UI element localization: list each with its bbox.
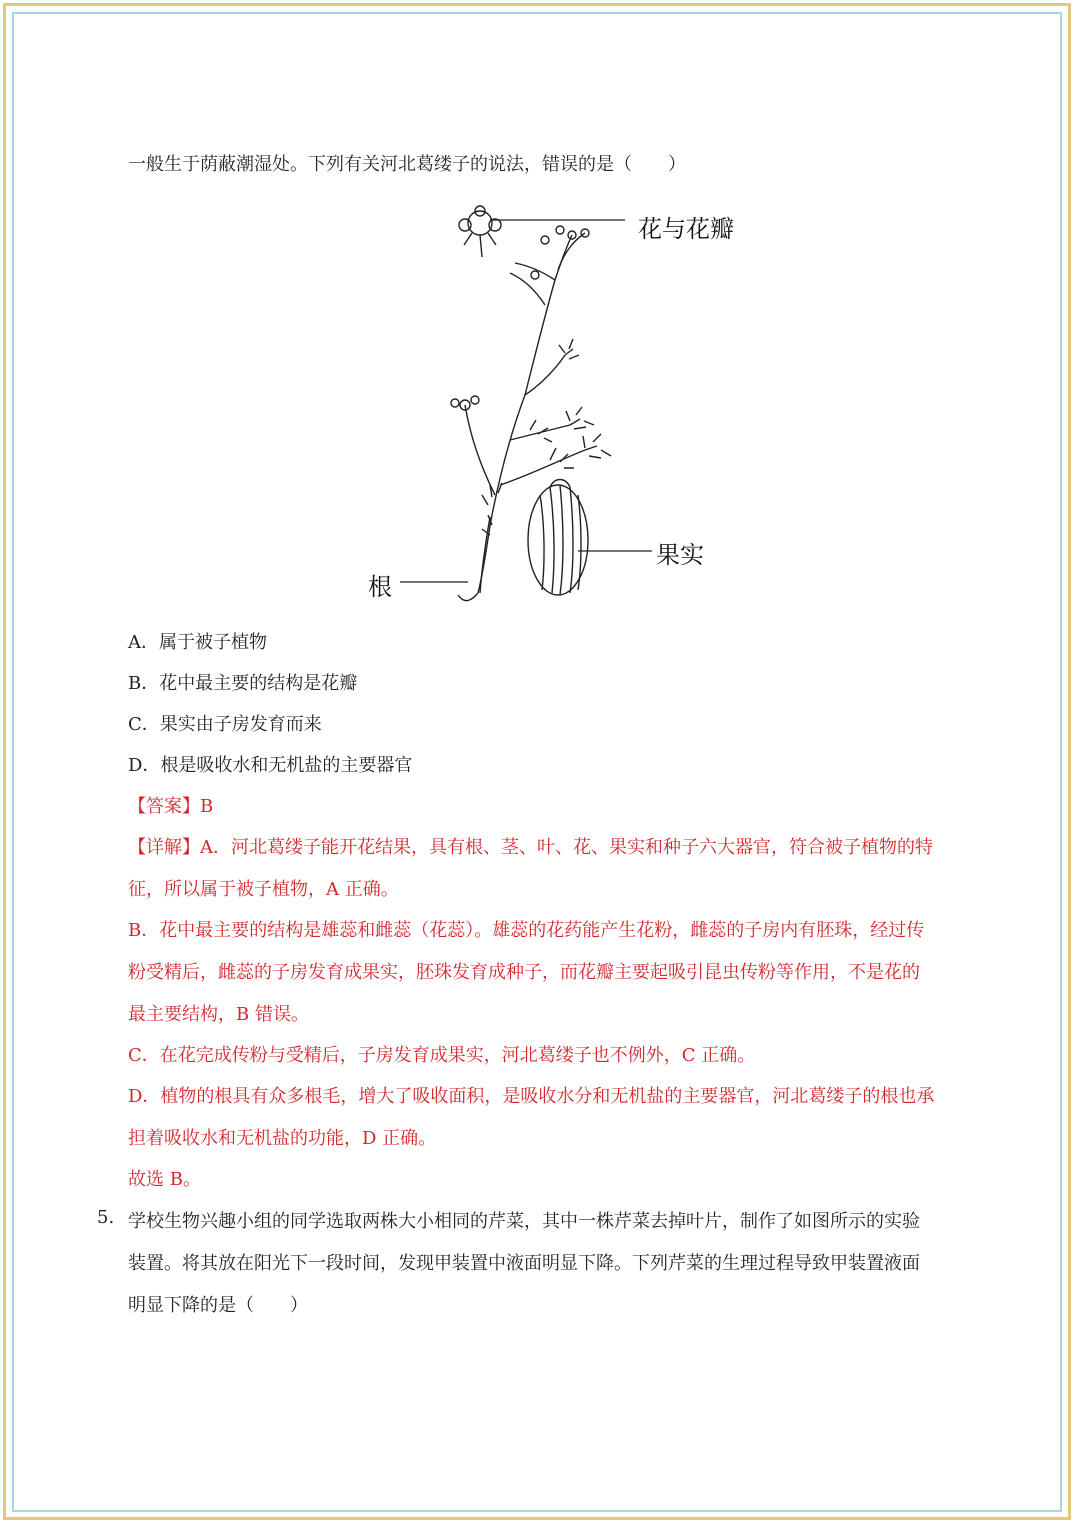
explanation-line: 【详解】A．河北葛缕子能开花结果，具有根、茎、叶、花、果实和种子六大器官，符合被子植物的特 [128, 837, 933, 858]
question-number: 5. [97, 1207, 115, 1228]
option-letter: A． [128, 632, 159, 653]
flower-label: 花与花瓣 [638, 215, 734, 243]
option-text: 根是吸收水和无机盐的主要器官 [160, 755, 413, 776]
option-c [128, 710, 322, 736]
option-text: 花中最主要的结构是花瓣 [159, 673, 358, 694]
option-letter: D． [128, 755, 161, 776]
question-text-line: 装置。将其放在阳光下一段时间，发现甲装置中液面明显下降。下列芹菜的生理过程导致甲装置液面 [128, 1253, 920, 1274]
question-text-line: 明显下降的是（ ） [128, 1295, 308, 1316]
question-text-line: 学校生物兴趣小组的同学选取两株大小相同的芹菜，其中一株芹菜去掉叶片，制作了如图所示的实验 [128, 1211, 920, 1232]
plant-figure [360, 195, 780, 615]
option-text: 属于被子植物 [159, 632, 267, 653]
option-text: 果实由子房发育而来 [159, 714, 322, 735]
option-letter: B． [128, 673, 160, 694]
plant-illustration [360, 195, 780, 615]
fruit-label: 果实 [656, 541, 704, 569]
answer-line: 【答案】B [128, 796, 214, 817]
explanation-line: 征，所以属于被子植物，A 正确。 [128, 879, 399, 900]
option-a [128, 628, 267, 654]
explanation-line: D．植物的根具有众多根毛，增大了吸收面积，是吸收水分和无机盐的主要器官，河北葛缕子的根也承 [128, 1086, 935, 1107]
explanation-line: 最主要结构，B 错误。 [128, 1004, 309, 1025]
explanation-line: 故选 B。 [128, 1169, 201, 1190]
option-d [128, 751, 412, 777]
explanation-line: 担着吸收水和无机盐的功能，D 正确。 [128, 1128, 437, 1149]
explanation-line: B．花中最主要的结构是雄蕊和雌蕊（花蕊）。雄蕊的花药能产生花粉，雌蕊的子房内有胚珠，经过传 [128, 920, 925, 941]
explanation-line: 粉受精后，雌蕊的子房发育成果实，胚珠发育成种子，而花瓣主要起吸引昆虫传粉等作用，不是花的 [128, 962, 920, 983]
root-label: 根 [368, 573, 392, 601]
option-b [128, 669, 357, 695]
question-intro: 一般生于荫蔽潮湿处。下列有关河北葛缕子的说法，错误的是（ ） [128, 154, 686, 175]
explanation-line: C．在花完成传粉与受精后，子房发育成果实，河北葛缕子也不例外，C 正确。 [128, 1045, 756, 1066]
option-letter: C． [128, 714, 160, 735]
